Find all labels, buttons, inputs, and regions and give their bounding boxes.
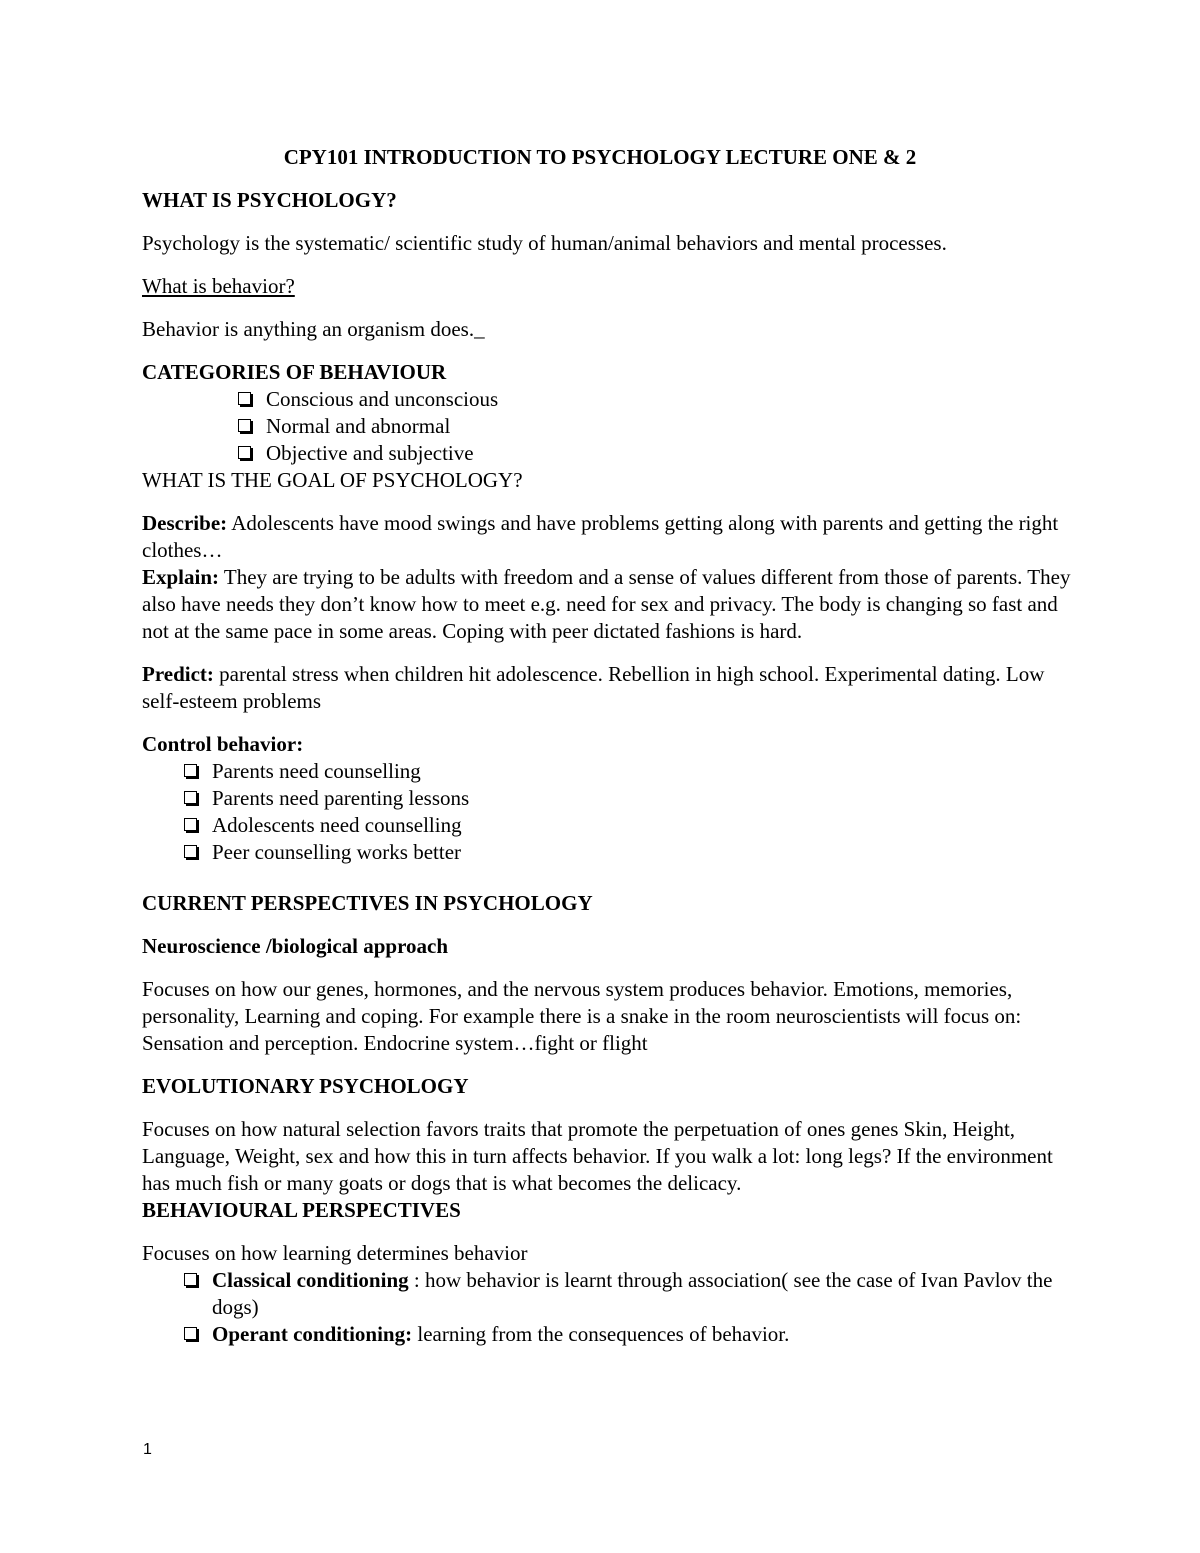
explain-paragraph: Explain: They are trying to be adults with freedom and a sense of values different from those of parents. They also have needs they don’t know how to meet e.g. need for sex and privacy. The body is changing so fast and not at the same pace in some areas. Coping with peer dictated fashions is hard.: [142, 565, 1071, 643]
checkbox-icon: [184, 791, 197, 804]
heading-current-perspectives: CURRENT PERSPECTIVES IN PSYCHOLOGY: [142, 891, 593, 915]
heading-control-behavior: Control behavior:: [142, 732, 304, 756]
checkbox-icon: [238, 419, 251, 432]
behavior-definition: Behavior is anything an organism does._: [142, 317, 485, 341]
evolutionary-paragraph: Focuses on how natural selection favors traits that promote the perpetuation of ones genes Skin, Height, Language, Weight, sex and how this in turn affects behavior. If you walk a lot: long legs? If the environment has much fish or many goats or dogs that is what becomes the delicacy.: [142, 1117, 1053, 1195]
heading-neuroscience: Neuroscience /biological approach: [142, 934, 449, 958]
checkbox-icon: [184, 818, 197, 831]
list-item: Parents need counselling: [184, 758, 1082, 785]
list-item: Objective and subjective: [238, 440, 1082, 467]
heading-behavioural: BEHAVIOURAL PERSPECTIVES: [142, 1198, 461, 1222]
control-list: [184, 758, 1082, 866]
checkbox-icon: [184, 764, 197, 777]
list-item: Adolescents need counselling: [184, 812, 1082, 839]
list-item: Parents need parenting lessons: [184, 785, 1082, 812]
categories-list: [238, 386, 1082, 467]
heading-what-is-psychology: WHAT IS PSYCHOLOGY?: [142, 188, 397, 212]
heading-goal-of-psychology: WHAT IS THE GOAL OF PSYCHOLOGY?: [142, 468, 523, 492]
page-content: [142, 144, 1082, 1348]
checkbox-icon: [184, 845, 197, 858]
page-number: 1: [143, 1441, 152, 1458]
list-item: Conscious and unconscious: [238, 386, 1082, 413]
question-what-is-behavior: What is behavior?: [142, 274, 295, 298]
behavioural-paragraph: Focuses on how learning determines behavior: [142, 1241, 528, 1265]
conditioning-list: [184, 1267, 1082, 1348]
psychology-definition: Psychology is the systematic/ scientific study of human/animal behaviors and mental processes.: [142, 231, 947, 255]
list-item: Operant conditioning: learning from the consequences of behavior.: [184, 1321, 1082, 1348]
heading-categories: CATEGORIES OF BEHAVIOUR: [142, 360, 447, 384]
describe-paragraph: Describe: Adolescents have mood swings and have problems getting along with parents and getting the right clothes…: [142, 511, 1059, 562]
checkbox-icon: [238, 392, 251, 405]
checkbox-icon: [184, 1273, 197, 1286]
heading-evolutionary: EVOLUTIONARY PSYCHOLOGY: [142, 1074, 469, 1098]
checkbox-icon: [238, 446, 251, 459]
predict-paragraph: Predict: parental stress when children hit adolescence. Rebellion in high school. Experimental dating. Low self-esteem problems: [142, 662, 1045, 713]
neuroscience-paragraph: Focuses on how our genes, hormones, and the nervous system produces behavior. Emotions, memories, personality, Learning and coping. For example there is a snake in the room neuroscientists will focus on: Sensation and perception. Endocrine system…fight or flight: [142, 977, 1022, 1055]
list-item: Normal and abnormal: [238, 413, 1082, 440]
document-title: CPY101 INTRODUCTION TO PSYCHOLOGY LECTURE ONE & 2: [283, 145, 917, 169]
list-item: Classical conditioning : how behavior is learnt through association( see the case of Ivan Pavlov the dogs): [184, 1267, 1082, 1321]
checkbox-icon: [184, 1327, 197, 1340]
list-item: Peer counselling works better: [184, 839, 1082, 866]
